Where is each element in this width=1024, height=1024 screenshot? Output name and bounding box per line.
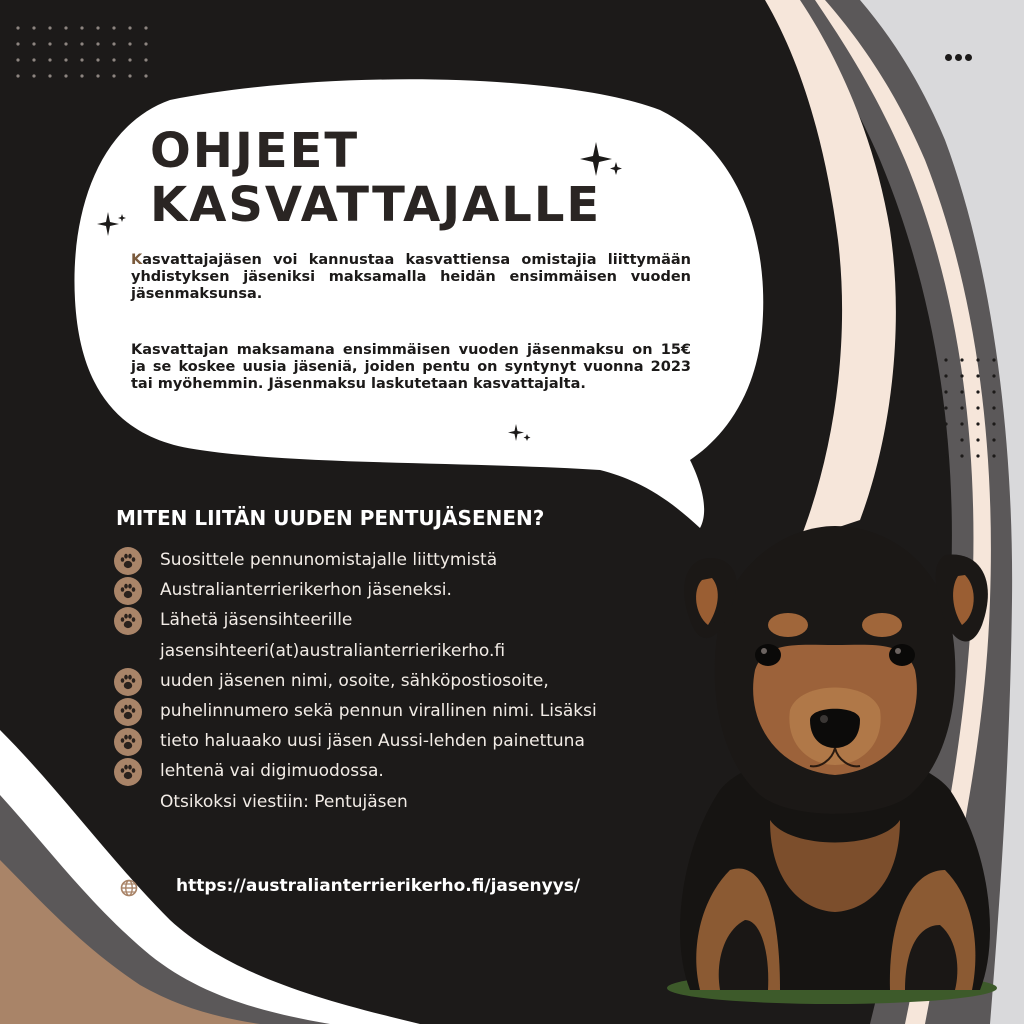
paw-icon: [114, 577, 142, 605]
instruction-item: [114, 575, 674, 605]
instruction-item: [114, 696, 674, 726]
instruction-list: [114, 545, 674, 817]
instruction-item: [114, 726, 674, 756]
website-link[interactable]: https://australianterrierikerho.fi/jasenyys/: [176, 876, 581, 896]
puppy-photo: [660, 520, 1005, 1004]
instruction-item: [114, 787, 674, 817]
sparkle-icon: [506, 422, 532, 444]
sparkle-icon: [96, 210, 128, 240]
instruction-item: [114, 545, 674, 575]
instruction-text: uuden jäsenen nimi, osoite, sähköpostiosoite,: [160, 670, 549, 691]
paw-icon: [114, 547, 142, 575]
globe-icon: [120, 879, 138, 897]
paw-icon: [114, 668, 142, 696]
instruction-text: Lähetä jäsensihteerille: [160, 610, 353, 631]
instruction-item: [114, 605, 674, 635]
instruction-text: jasensihteeri(at)australianterrierikerho.fi: [160, 640, 506, 661]
paw-icon: [114, 758, 142, 786]
instruction-item: [114, 636, 674, 666]
instruction-text: Suosittele pennunomistajalle liittymistä: [160, 550, 498, 570]
more-dots-icon: [945, 46, 977, 58]
section-heading: MITEN LIITÄN UUDEN PENTUJÄSENEN?: [116, 506, 545, 530]
instruction-text: tieto haluaako uusi jäsen Aussi-lehden painettuna: [160, 731, 585, 752]
instruction-text: puhelinnumero sekä pennun virallinen nimi. Lisäksi: [160, 700, 597, 721]
title-line-1: OHJEET: [150, 123, 360, 179]
dot-grid-top-left: [14, 24, 150, 80]
instruction-item: [114, 756, 674, 786]
instruction-text: Otsikoksi viestiin: Pentujäsen: [160, 791, 408, 812]
intro-first-letter: K: [131, 252, 143, 268]
dot-grid-right: [942, 356, 1010, 468]
instruction-text: Australianterrierikerhon jäseneksi.: [160, 580, 452, 601]
title-line-2: KASVATTAJALLE: [150, 177, 602, 233]
paw-icon: [114, 607, 142, 635]
paw-icon: [114, 698, 142, 726]
intro-paragraph-1: [131, 252, 691, 303]
page-title: [150, 124, 710, 232]
paw-icon: [114, 728, 142, 756]
instruction-text: lehtenä vai digimuodossa.: [160, 761, 384, 782]
instruction-item: [114, 666, 674, 696]
intro-paragraph-2: Kasvattajan maksamana ensimmäisen vuoden jäsenmaksu on 15€ ja se koskee uusia jäseniä, joiden pentu on syntynyt vuonna 2023 tai myöhemmin. Jäsenmaksu laskutetaan kasvattajalta.: [131, 342, 691, 392]
intro-paragraph-1-text: asvattajajäsen voi kannustaa kasvattiensa omistajia liittymään yhdistyksen jäseniksi maksamalla heidän ensimmäisen vuoden jäsenmaksunsa.: [131, 252, 691, 302]
